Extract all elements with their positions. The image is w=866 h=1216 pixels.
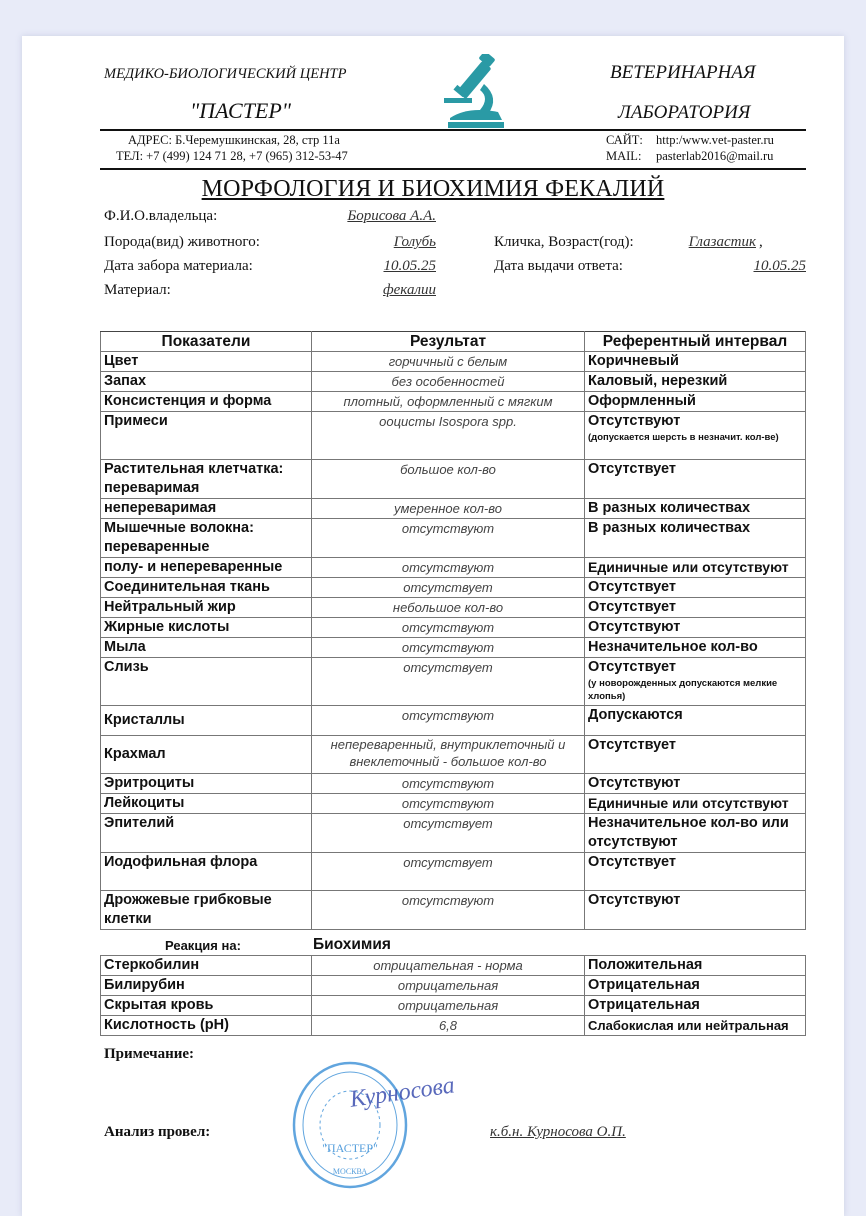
table-row — [101, 412, 806, 460]
result-cell: отсутствует — [312, 658, 585, 706]
biochemistry-table — [100, 955, 806, 1036]
result-cell: отсутствуют — [312, 519, 585, 558]
species-value: Голубь — [393, 234, 436, 250]
ref-cell: Отсутствуют — [585, 774, 806, 794]
table-row — [101, 352, 806, 372]
ref-cell: Отсутствует — [585, 853, 806, 891]
morphology-table — [100, 331, 806, 930]
material-label: Материал: — [104, 282, 171, 298]
result-cell: отсутствуют — [312, 774, 585, 794]
ref-cell: Оформленный — [585, 392, 806, 412]
table-row — [101, 372, 806, 392]
table-row — [101, 853, 806, 891]
param-cell: Иодофильная флора — [101, 853, 312, 891]
stamp-center-text: "ПАСТЕР" — [322, 1141, 378, 1155]
param-cell: Дрожжевые грибковые клетки — [101, 891, 312, 930]
result-cell: отсутствуют — [312, 618, 585, 638]
ref-cell: Единичные или отсутствуют — [585, 794, 806, 814]
table-row — [101, 1016, 806, 1036]
result-cell: отсутствует — [312, 814, 585, 853]
page-title: МОРФОЛОГИЯ И БИОХИМИЯ ФЕКАЛИЙ — [201, 176, 665, 202]
param-cell: Соединительная ткань — [101, 578, 312, 598]
ref-cell: Отсутствует — [585, 578, 806, 598]
param-cell: Эритроциты — [101, 774, 312, 794]
param-cell: Примеси — [101, 412, 312, 460]
result-cell: отсутствует — [312, 578, 585, 598]
param-cell: непереваримая — [101, 499, 312, 519]
ref-cell: Незначительное кол-во или отсутствуют — [585, 814, 806, 853]
table-row — [101, 658, 806, 706]
answer-date-label: Дата выдачи ответа: — [494, 258, 623, 274]
result-cell: отрицательная — [312, 996, 585, 1016]
header-result: Результат — [312, 332, 585, 352]
ref-cell: Отсутствуют — [585, 618, 806, 638]
result-cell: непереваренный, внутриклеточный и внеклеточный - большое кол-во — [312, 736, 585, 774]
ref-cell: Отсутствует — [585, 598, 806, 618]
analyst-name: к.б.н. Курносова О.П. — [490, 1124, 626, 1140]
collect-date-value: 10.05.25 — [383, 258, 436, 274]
owner-label: Ф.И.О.владельца: — [104, 208, 218, 224]
param-cell: Кристаллы — [101, 706, 312, 736]
ref-cell: Отсутствует — [585, 460, 806, 499]
result-cell: плотный, оформленный с мягким — [312, 392, 585, 412]
param-cell: Растительная клетчатка: переваримая — [101, 460, 312, 499]
table-row — [101, 736, 806, 774]
result-cell: отрицательная — [312, 976, 585, 996]
ref-note: (допускается шерсть в незначит. кол-ве) — [588, 432, 779, 443]
param-cell: полу- и непереваренные — [101, 558, 312, 578]
header-ref: Референтный интервал — [585, 332, 806, 352]
table-row — [101, 891, 806, 930]
lab-name-line2: ЛАБОРАТОРИЯ — [618, 102, 751, 123]
species-label: Порода(вид) животного: — [104, 234, 260, 250]
table-row — [101, 976, 806, 996]
site-link[interactable]: http:/www.vet-paster.ru — [656, 133, 774, 147]
ref-cell — [585, 658, 806, 706]
table-row — [101, 618, 806, 638]
ref-cell: Коричневый — [585, 352, 806, 372]
header-divider-bottom — [100, 168, 806, 170]
result-cell: без особенностей — [312, 372, 585, 392]
center-name: МЕДИКО-БИОЛОГИЧЕСКИЙ ЦЕНТР — [104, 66, 347, 82]
ref-cell: В разных количествах — [585, 519, 806, 558]
ref-main: Отсутствуют — [588, 413, 681, 429]
table-row — [101, 460, 806, 499]
table-row — [101, 598, 806, 618]
ref-cell: Отсутствуют — [585, 891, 806, 930]
table-row — [101, 794, 806, 814]
mail-link[interactable]: pasterlab2016@mail.ru — [656, 149, 774, 163]
table-row — [101, 519, 806, 558]
ref-cell: Незначительное кол-во — [585, 638, 806, 658]
biochemistry-title: Биохимия — [313, 936, 391, 953]
site-label: САЙТ: — [606, 133, 643, 147]
param-cell: Консистенция и форма — [101, 392, 312, 412]
header-param: Показатели — [101, 332, 312, 352]
table-row — [101, 499, 806, 519]
param-cell: Жирные кислоты — [101, 618, 312, 638]
ref-cell: Допускаются — [585, 706, 806, 736]
param-cell: Нейтральный жир — [101, 598, 312, 618]
material-value: фекалии — [383, 282, 436, 298]
table-row — [101, 706, 806, 736]
result-cell: умеренное кол-во — [312, 499, 585, 519]
param-cell: Эпителий — [101, 814, 312, 853]
result-cell: ооцисты Isospora spp. — [312, 412, 585, 460]
result-cell: отсутствуют — [312, 891, 585, 930]
param-cell: Кислотность (pH) — [101, 1016, 312, 1036]
name-age-value: Глазастик — [688, 234, 756, 250]
lab-name-line1: ВЕТЕРИНАРНАЯ — [610, 62, 756, 83]
name-age-label: Кличка, Возраст(год): — [494, 234, 634, 250]
param-cell: Мыла — [101, 638, 312, 658]
result-cell: отсутствуют — [312, 706, 585, 736]
mail-label: MAIL: — [606, 149, 642, 163]
param-cell: Запах — [101, 372, 312, 392]
phone-text: ТЕЛ: +7 (499) 124 71 28, +7 (965) 312-53-47 — [116, 149, 348, 163]
param-cell: Крахмал — [101, 736, 312, 774]
result-cell: большое кол-во — [312, 460, 585, 499]
ref-cell — [585, 412, 806, 460]
param-cell: Лейкоциты — [101, 794, 312, 814]
table-row — [101, 996, 806, 1016]
header-divider-top — [100, 129, 806, 131]
ref-cell: Каловый, нерезкий — [585, 372, 806, 392]
result-cell: отсутствуют — [312, 638, 585, 658]
ref-main: Отсутствует — [588, 659, 676, 675]
table-row — [101, 578, 806, 598]
address-text: АДРЕС: Б.Черемушкинская, 28, стр 11а — [128, 133, 340, 147]
param-cell: Скрытая кровь — [101, 996, 312, 1016]
table-row — [101, 774, 806, 794]
note-label: Примечание: — [104, 1046, 195, 1062]
param-cell: Мышечные волокна: переваренные — [101, 519, 312, 558]
microscope-icon — [440, 54, 512, 130]
reaction-label: Реакция на: — [165, 938, 241, 953]
ref-cell: Слабокислая или нейтральная — [585, 1016, 806, 1036]
result-cell: отрицательная - норма — [312, 956, 585, 976]
name-age-separator: , — [759, 234, 763, 250]
ref-cell: Единичные или отсутствуют — [585, 558, 806, 578]
table-row — [101, 638, 806, 658]
param-cell: Билирубин — [101, 976, 312, 996]
stamp-city-text: МОСКВА — [332, 1167, 368, 1176]
table-row — [101, 956, 806, 976]
param-cell: Слизь — [101, 658, 312, 706]
table-row — [101, 392, 806, 412]
table-row — [101, 558, 806, 578]
ref-note: (у новорожденных допускаются мелкие хлопья) — [588, 678, 778, 702]
collect-date-label: Дата забора материала: — [104, 258, 253, 274]
result-cell: горчичный с белым — [312, 352, 585, 372]
ref-cell: Отрицательная — [585, 976, 806, 996]
analyst-label: Анализ провел: — [104, 1124, 211, 1140]
ref-cell: Положительная — [585, 956, 806, 976]
table-header-row — [101, 332, 806, 352]
table-row — [101, 814, 806, 853]
ref-cell: В разных количествах — [585, 499, 806, 519]
result-cell: 6,8 — [312, 1016, 585, 1036]
result-cell: отсутствует — [312, 853, 585, 891]
result-cell: небольшое кол-во — [312, 598, 585, 618]
ref-cell: Отсутствует — [585, 736, 806, 774]
center-brand: "ПАСТЕР" — [190, 98, 292, 123]
owner-value: Борисова А.А. — [347, 208, 436, 224]
param-cell: Цвет — [101, 352, 312, 372]
param-cell: Стеркобилин — [101, 956, 312, 976]
ref-cell: Отрицательная — [585, 996, 806, 1016]
result-cell: отсутствуют — [312, 794, 585, 814]
result-cell: отсутствуют — [312, 558, 585, 578]
answer-date-value: 10.05.25 — [753, 258, 806, 274]
signature: Курносова — [348, 1072, 457, 1113]
